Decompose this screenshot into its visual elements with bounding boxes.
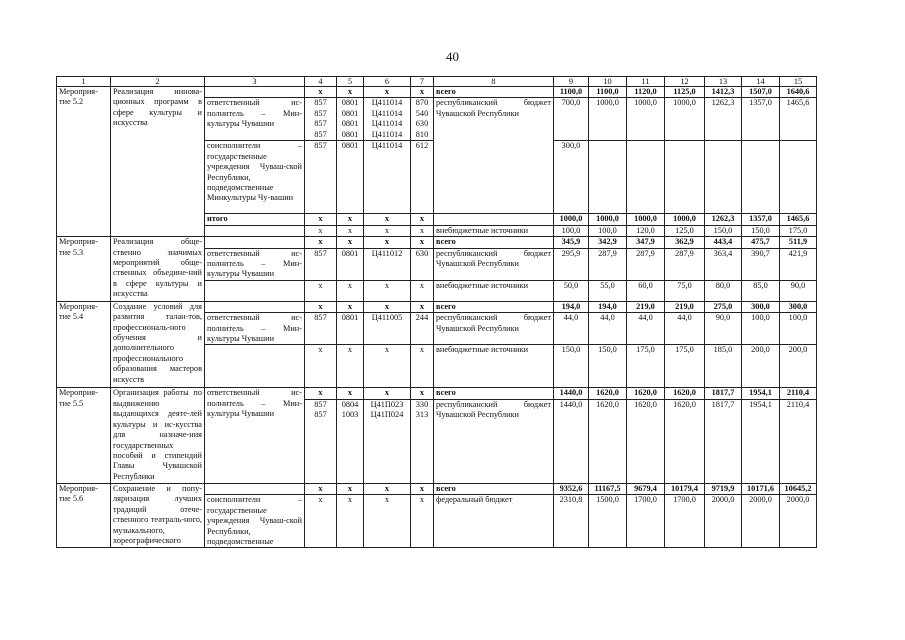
table-row: x x x x внебюджетные источники 50,0 55,0 60,0 75,0 80,0 85,0 90,0 xyxy=(57,280,817,301)
table-row: соисполнители – государственные учреждения Чуваш-ской Республики, подведомственные Минкультуры Чу-вашии 857 0801 Ц411014 612 300,0 xyxy=(57,141,817,214)
table-row: соисполнители – государственные учреждения Чуваш-ской Республики, подведомственные x x x x федеральный бюджет 2310,8 1500,0 1700,0 1700,0 2000,0 2000,0 2000,0 xyxy=(57,495,817,548)
col-header: 7 xyxy=(411,77,434,87)
table-row: ответственный ис-полнитель – Мин-культуры Чувашии 857 0801 Ц411012 630 республиканский бюджет Чувашской Республики 295,9 287,9 287,9 287,9 363,4 390,7 421,9 xyxy=(57,248,817,280)
funding-source: республиканский бюджет Чувашской Республики xyxy=(434,399,554,483)
col-header: 12 xyxy=(665,77,705,87)
table-row: Мероприя-тие 5.6 Сохранение и попу-ляризация лучших традиций отече-ственного театраль-ного, музыкального, хореографического x x x x всего 9352,6 11167,5 9679,4 10179,4 9719,9 10171,6 10645,2 xyxy=(57,483,817,494)
col-header: 1 xyxy=(57,77,111,87)
measure-name: Реализация иннова-ционных программ в сфере культуры и искусства xyxy=(111,87,205,237)
col-header: 10 xyxy=(589,77,627,87)
col-header: 13 xyxy=(705,77,742,87)
measure-name: Реализация обще-ственно значимых мероприятий обще-ственных объедине-ний в сфере культуры и искусства xyxy=(111,237,205,302)
executor: ответственный ис-полнитель – Мин-культуры Чувашии xyxy=(205,388,305,483)
measure-name: Сохранение и попу-ляризация лучших традиций отече-ственного театраль-ного, музыкального, хореографического xyxy=(111,483,205,547)
measure-id: Мероприя-тие 5.5 xyxy=(57,388,111,483)
table-row: Мероприя-тие 5.4 Создание условий для развития талан-тов, профессиональ-ного обучения и дополнительного профессионального образования мастеров искусств x x x x всего 194,0 194,0 219,0 219,0 275,0 300,0 300,0 xyxy=(57,301,817,312)
measure-name: Организация работы по выдвижению выдающихся деяте-лей культуры и ис-кусства для назначе-ния государственных пособий и стипендий Главы Чувашской Республики xyxy=(111,388,205,483)
budget-table xyxy=(56,76,817,548)
col-header: 15 xyxy=(780,77,817,87)
col-header: 9 xyxy=(554,77,589,87)
executor: ответственный ис-полнитель – Мин-культуры Чувашии xyxy=(205,248,305,280)
table-row: Мероприя-тие 5.3 Реализация обще-ственно значимых мероприятий обще-ственных объедине-ний в сфере культуры и искусства x x x x всего 345,9 342,9 347,9 362,9 443,4 475,7 511,9 xyxy=(57,237,817,248)
table-row: итого x x x x 1000,0 1000,0 1000,0 1000,0 1262,3 1357,0 1465,6 xyxy=(57,214,817,225)
col-header: 11 xyxy=(627,77,665,87)
table-row: ответственный ис-полнитель – Мин-культуры Чувашии 857 857 857 857 0801 0801 0801 0801 Ц411014 Ц411014 Ц411014 Ц411014 870 540 630 810 республиканский бюджет Чувашской Республики 700,0 1000,0 1000,0 1000,0 1262,3 1357,0 1465,6 xyxy=(57,98,817,141)
column-number-row xyxy=(57,77,817,87)
executor: ответственный ис-полнитель – Мин-культуры Чувашии xyxy=(205,98,305,141)
table-row: x x x x внебюджетные источники 150,0 150,0 175,0 175,0 185,0 200,0 200,0 xyxy=(57,345,817,388)
co-executor: соисполнители – государственные учреждения Чуваш-ской Республики, подведомственные xyxy=(205,495,305,548)
page-number: 40 xyxy=(446,49,459,64)
col-header: 3 xyxy=(205,77,305,87)
col-header: 5 xyxy=(337,77,364,87)
col-header: 6 xyxy=(364,77,411,87)
measure-id: Мероприя-тие 5.2 xyxy=(57,87,111,237)
col-header: 2 xyxy=(111,77,205,87)
table-row: Мероприя-тие 5.5 Организация работы по выдвижению выдающихся деяте-лей культуры и ис-кусства для назначе-ния государственных пособий и стипендий Главы Чувашской Республики ответственный ис-полнитель – Мин-культуры Чувашии x x x x всего 1440,0 1620,0 1620,0 1620,0 1817,7 1954,1 2110,4 xyxy=(57,388,817,399)
measure-id: Мероприя-тие 5.3 xyxy=(57,237,111,302)
col-header: 4 xyxy=(305,77,337,87)
funding-source: республиканский бюджет Чувашской Республики xyxy=(434,98,554,214)
measure-id: Мероприя-тие 5.4 xyxy=(57,301,111,388)
table-row: Мероприя-тие 5.2 Реализация иннова-ционных программ в сфере культуры и искусства x x x x всего 1100,0 1100,0 1120,0 1125,0 1412,3 1507,0 1640,6 xyxy=(57,87,817,98)
measure-name: Создание условий для развития талан-тов, профессиональ-ного обучения и дополнительного профессионального образования мастеров искусств xyxy=(111,301,205,388)
col-header: 8 xyxy=(434,77,554,87)
measure-id: Мероприя-тие 5.6 xyxy=(57,483,111,547)
table-row: ответственный ис-полнитель – Мин-культуры Чувашии 857 0801 Ц411005 244 республиканский бюджет Чувашской Республики 44,0 44,0 44,0 44,0 90,0 100,0 100,0 xyxy=(57,313,817,345)
table-row: x x x x внебюджетные источники 100,0 100,0 120,0 125,0 150,0 150,0 175,0 xyxy=(57,225,817,236)
executor: ответственный ис-полнитель – Мин-культуры Чувашии xyxy=(205,313,305,345)
col-header: 14 xyxy=(742,77,780,87)
co-executor: соисполнители – государственные учреждения Чуваш-ской Республики, подведомственные Минкультуры Чу-вашии xyxy=(205,141,305,214)
table-row: 857 857 0804 1003 Ц41П023 Ц41П024 330 313 республиканский бюджет Чувашской Республики 1440,0 1620,0 1620,0 1620,0 1817,7 1954,1 2110,4 xyxy=(57,399,817,483)
